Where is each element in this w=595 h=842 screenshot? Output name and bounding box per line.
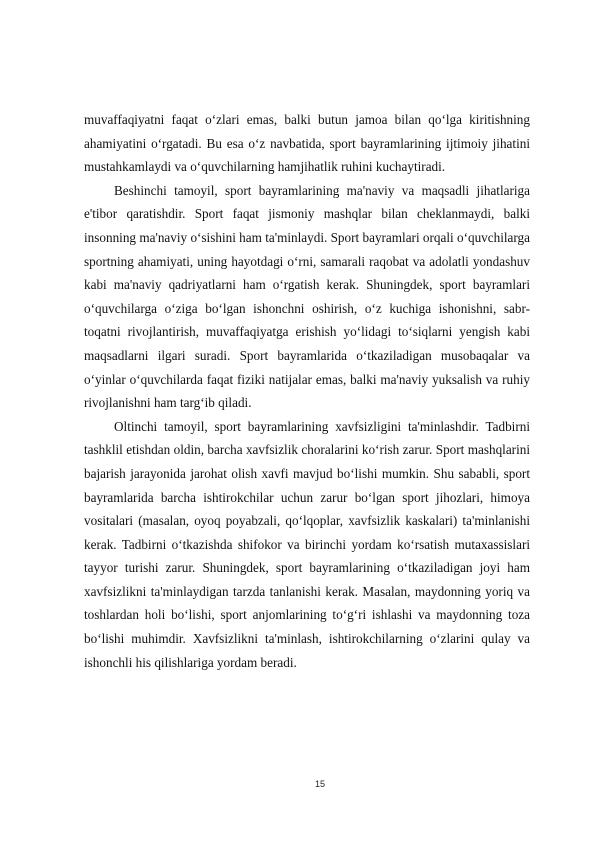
page-number: 15 <box>314 779 325 789</box>
paragraph-sixth-principle: Oltinchi tamoyil, sport bayramlarining xavfsizligini ta'minlashdir. Tadbirni tashklil etishdan oldin, barcha xavfsizlik choralarini ko‘rish zarur. Sport mashqlarini bajarish jarayonida jarohat olish xavfi mavjud bo‘lishi mumkin. Shu sababli, sport bayramlarida barcha ishtirokchilar uchun zarur bo‘lgan sport jihozlari, himoya vositalari (masalan, oyoq poyabzali, qo‘lqoplar, xavfsizlik kaskalari) ta'minlanishi kerak. Tadbirni o‘tkazishda shifokor va birinchi yordam ko‘rsatish mutaxassislari tayyor turishi zarur. Shuningdek, sport bayramlarining o‘tkaziladigan joyi ham xavfsizlikni ta'minlaydigan tarzda tanlanishi kerak. Masalan, maydonning yoriq va toshlardan holi bo‘lishi, sport anjomlarining to‘g‘ri ishlashi va maydonning toza bo‘lishi muhimdir. Xavfsizlikni ta'minlash, ishtirokchilarning o‘zlarini qulay va ishonchli his qilishlariga yordam beradi. <box>84 418 530 670</box>
paragraph-continuation: muvaffaqiyatni faqat o‘zlari emas, balki butun jamoa bilan qo‘lga kiritishning ahamiyatini o‘rgatadi. Bu esa o‘z navbatida, sport bayramlarining ijtimoiy jihatini mustahkamlaydi va o‘quvchilarning hamjihatlik ruhini kuchaytiradi. <box>84 112 530 175</box>
paragraph-fifth-principle: Beshinchi tamoyil, sport bayramlarining ma'naviy va maqsadli jihatlariga e'tibor qaratishdir. Sport faqat jismoniy mashqlar bilan cheklanmaydi, balki insonning ma'naviy o‘sishini ham ta'minlaydi. Sport bayramlari orqali o‘quvchilarga sportning ahamiyati, uning hayotdagi o‘rni, samarali raqobat va adolatli yondashuv kabi ma'naviy qadriyatlarni ham o‘rgatish kerak. Shuningdek, sport bayramlari o‘quvchilarga o‘ziga bo‘lgan ishonchni oshirish, o‘z kuchiga ishonishni, sabr-toqatni rivojlantirish, muvaffaqiyatga erishish yo‘lidagi to‘siqlarni yengish kabi maqsadlarni ilgari suradi. Sport bayramlarida o‘tkaziladigan musobaqalar va o‘yinlar o‘quvchilarda faqat fiziki natijalar emas, balki ma'naviy yuksalish va ruhiy rivojlanishni ham targ‘ib qiladi. <box>84 182 530 411</box>
body-text <box>84 108 530 674</box>
